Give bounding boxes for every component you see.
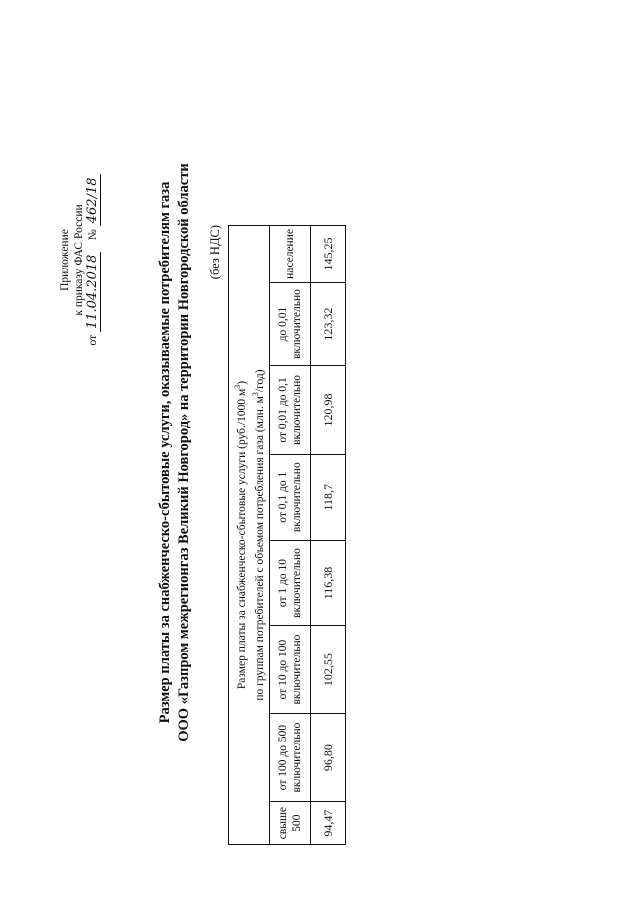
group-cell: от 0,01 до 0,1 включительно	[269, 366, 310, 455]
handwritten-number: 462/18	[85, 174, 101, 226]
table-group-row	[269, 226, 310, 845]
title-line-1: Размер платы за снабженческо-сбытовые услуги, оказываемые потребителям газа	[157, 181, 173, 724]
title-line-2: ООО «Газпром межрегионгаз Великий Новгород» на территории Новгородской области	[176, 163, 192, 742]
appendix-label: Приложение	[59, 229, 71, 291]
value-cell: 145,25	[310, 226, 345, 283]
table-value-row	[310, 226, 345, 845]
group-cell: от 1 до 10 включительно	[269, 540, 310, 626]
value-cell: 120,98	[310, 366, 345, 455]
group-cell: от 10 до 100 включительно	[269, 626, 310, 714]
group-cell: от 100 до 500 включительно	[269, 713, 310, 802]
date-prefix: от	[87, 334, 99, 346]
group-cell: до 0,01 включительно	[269, 282, 310, 365]
tariff-table	[228, 225, 346, 845]
vat-note: (без НДС)	[208, 225, 222, 280]
value-cell: 102,55	[310, 626, 345, 714]
value-cell: 96,80	[310, 713, 345, 802]
number-prefix: №	[87, 229, 99, 241]
document-title	[156, 0, 194, 905]
value-cell: 118,7	[310, 454, 345, 540]
appendix-order-ref: к приказу ФАС России	[73, 204, 85, 316]
group-cell: свыше 500	[269, 802, 310, 845]
group-cell: население	[269, 226, 310, 283]
appendix-block	[58, 150, 100, 370]
table-header-cell	[229, 226, 270, 845]
appendix-date-number	[86, 150, 100, 370]
header-main: Размер платы за снабженческо-сбытовые услуги (руб./1000 $м^3$)	[233, 380, 248, 690]
value-cell: 94,47	[310, 802, 345, 845]
handwritten-date: 11.04.2018	[85, 252, 101, 332]
header-sub: по группам потребителей с объемом потребления газа (млн. $м^3/год$)	[250, 369, 266, 701]
table-header-row	[229, 226, 270, 845]
group-cell: от 0,1 до 1 включительно	[269, 454, 310, 540]
value-cell: 116,38	[310, 540, 345, 626]
value-cell: 123,32	[310, 282, 345, 365]
